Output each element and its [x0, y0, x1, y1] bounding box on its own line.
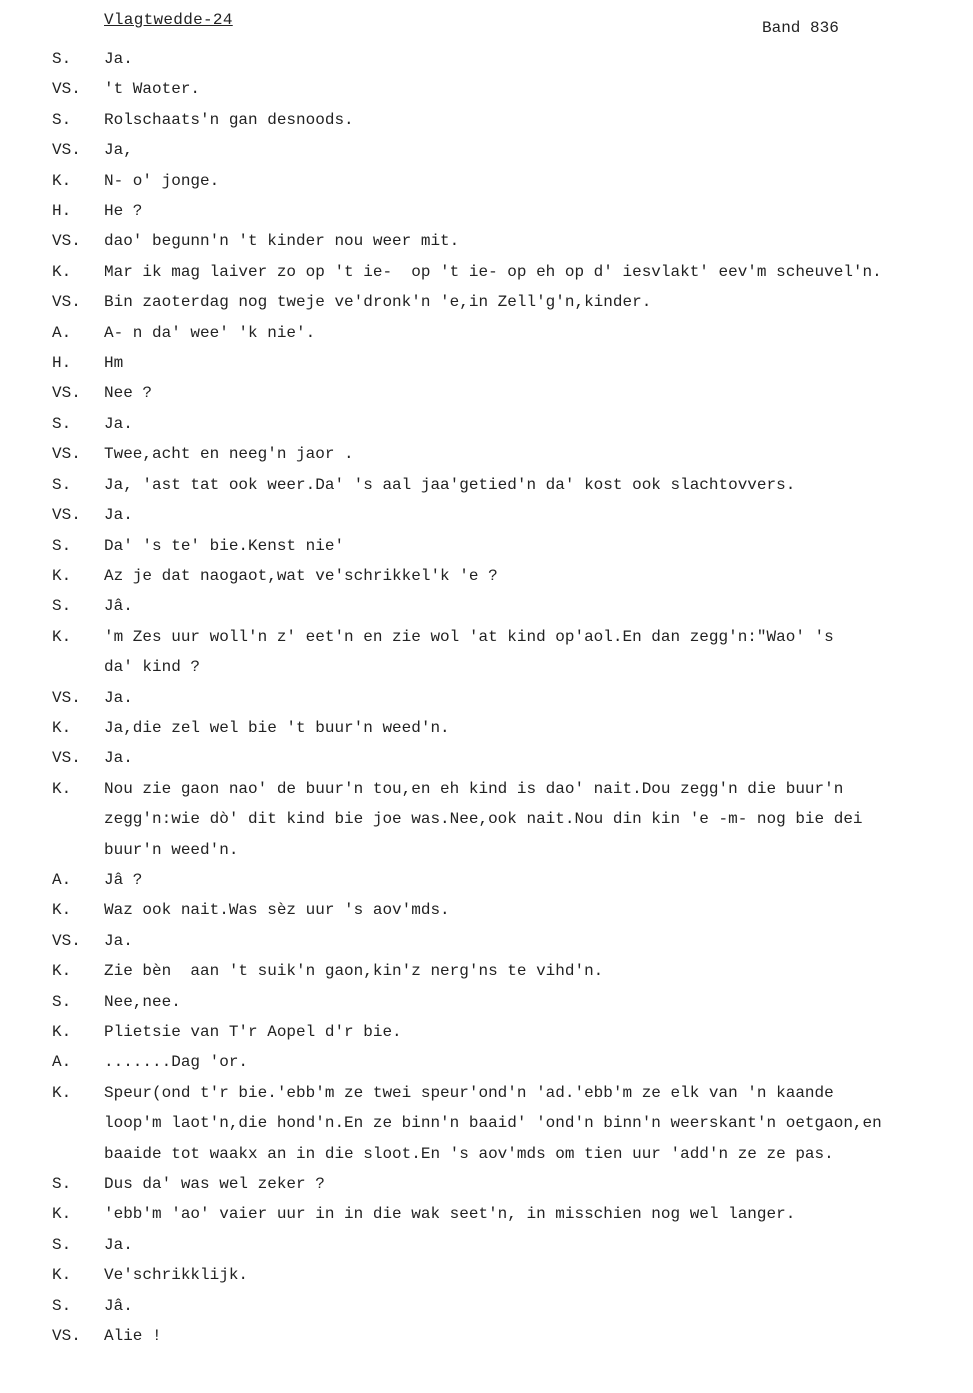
- transcript-line: [0, 105, 973, 135]
- utterance-text: 't Waoter.: [104, 80, 201, 99]
- speaker-label: VS.: [52, 141, 81, 160]
- transcript-line: [0, 348, 973, 378]
- speaker-label: K.: [52, 171, 72, 190]
- transcript-line: [0, 895, 973, 925]
- speaker-label: VS.: [52, 931, 81, 950]
- document-title: Vlagtwedde-24: [104, 11, 233, 29]
- utterance-text: Jâ ?: [104, 870, 143, 889]
- utterance-text: Nee ?: [104, 384, 153, 403]
- band-number: Band 836: [762, 19, 839, 37]
- transcript-line: [0, 1291, 973, 1321]
- utterance-text: Waz ook nait.Was sèz uur 's aov'mds.: [104, 901, 450, 920]
- speaker-label: S.: [52, 1175, 72, 1194]
- utterance-text: Hm: [104, 354, 124, 373]
- utterance-text: Dus da' was wel zeker ?: [104, 1175, 325, 1194]
- transcript-line: [0, 987, 973, 1017]
- transcript-line: [0, 1199, 973, 1229]
- speaker-label: K.: [52, 1083, 72, 1102]
- transcript-line: [0, 1260, 973, 1290]
- utterance-text: Ja, 'ast tat ook weer.Da' 's aal jaa'getied'n da' kost ook slachtovvers.: [104, 475, 796, 494]
- transcript-line: [0, 166, 973, 196]
- transcript-line: [0, 774, 973, 865]
- speaker-label: S.: [52, 597, 72, 616]
- speaker-label: H.: [52, 202, 72, 221]
- transcript-line: [0, 926, 973, 956]
- transcript-line: [0, 1078, 973, 1169]
- speaker-label: VS.: [52, 749, 81, 768]
- transcript-line: [0, 135, 973, 165]
- speaker-label: K.: [52, 1023, 72, 1041]
- speaker-label: VS.: [52, 506, 81, 525]
- speaker-label: VS.: [52, 445, 81, 464]
- transcript-line: [0, 74, 973, 104]
- utterance-text: Ve'schrikklijk.: [104, 1266, 249, 1285]
- speaker-label: VS.: [52, 293, 81, 312]
- utterance-text: Alie !: [104, 1327, 162, 1346]
- transcript-line: [0, 257, 973, 287]
- utterance-text: Plietsie van T'r Aopel d'r bie.: [104, 1023, 402, 1041]
- utterance-text: Ja.: [104, 506, 133, 525]
- transcript-line: [0, 439, 973, 469]
- transcript-line: [0, 287, 973, 317]
- speaker-label: S.: [52, 50, 72, 68]
- speaker-label: S.: [52, 536, 72, 555]
- speaker-label: VS.: [52, 384, 81, 403]
- utterance-text: Ja.: [104, 1235, 133, 1254]
- utterance-text: Ja,die zel wel bie 't buur'n weed'n.: [104, 718, 450, 737]
- utterance-text: Nou zie gaon nao' de buur'n tou,en eh kind is dao' nait.Dou zegg'n die buur'n zegg'n:wie dò' dit kind bie joe was.Nee,ook nait.Nou din kin 'e -m- nog bie dei buur'n weed'n.: [104, 779, 863, 859]
- transcript-line: [0, 561, 973, 591]
- speaker-label: S.: [52, 1296, 72, 1315]
- transcript-line: [0, 1169, 973, 1199]
- utterance-text: 'ebb'm 'ao' vaier uur in in die wak seet'n, in misschien nog wel langer.: [104, 1205, 796, 1224]
- transcript-line: [0, 44, 973, 74]
- utterance-text: Ja.: [104, 749, 133, 768]
- speaker-label: K.: [52, 779, 72, 798]
- utterance-text: Ja.: [104, 931, 133, 950]
- transcript-line: [0, 500, 973, 530]
- transcript-line: [0, 622, 973, 683]
- utterance-text: Mar ik mag laiver zo op 't ie- op 't ie- op eh op d' iesvlakt' eev'm scheuvel'n.: [104, 262, 882, 281]
- transcript-line: [0, 1047, 973, 1077]
- transcript-line: [0, 409, 973, 439]
- utterance-text: Nee,nee.: [104, 992, 181, 1011]
- speaker-label: A.: [52, 1053, 72, 1072]
- speaker-label: S.: [52, 992, 72, 1011]
- transcript-line: [0, 591, 973, 621]
- utterance-text: Twee,acht en neeg'n jaor .: [104, 445, 354, 464]
- utterance-text: Da' 's te' bie.Kenst nie': [104, 536, 345, 555]
- transcript-line: [0, 196, 973, 226]
- utterance-text: Zie bèn aan 't suik'n gaon,kin'z nerg'ns te vihd'n.: [104, 962, 604, 981]
- transcript-line: [0, 318, 973, 348]
- transcript-lines: [0, 44, 973, 1351]
- utterance-text: Ja.: [104, 50, 133, 68]
- speaker-label: K.: [52, 901, 72, 920]
- speaker-label: K.: [52, 1266, 72, 1285]
- utterance-text: Az je dat naogaot,wat ve'schrikkel'k 'e ?: [104, 566, 498, 585]
- speaker-label: K.: [52, 262, 72, 281]
- utterance-text: Speur(ond t'r bie.'ebb'm ze twei speur'ond'n 'ad.'ebb'm ze elk van 'n kaande loop'm laot'n,die hond'n.En ze binn'n baaid' 'ond'n binn'n weerskant'n oetgaon,en baaide tot waakx an in die sloot.En 's aov'mds om tien uur 'add'n ze ze pas.: [104, 1083, 882, 1163]
- utterance-text: A- n da' wee' 'k nie'.: [104, 323, 316, 342]
- speaker-label: S.: [52, 1235, 72, 1254]
- utterance-text: Ja.: [104, 414, 133, 433]
- speaker-label: K.: [52, 627, 72, 646]
- speaker-label: VS.: [52, 688, 81, 707]
- transcript-line: [0, 1321, 973, 1351]
- utterance-text: Bin zaoterdag nog tweje ve'dronk'n 'e,in Zell'g'n,kinder.: [104, 293, 652, 312]
- transcript-line: [0, 743, 973, 773]
- utterance-text: Jâ.: [104, 597, 133, 616]
- speaker-label: K.: [52, 566, 72, 585]
- transcript-line: [0, 865, 973, 895]
- utterance-text: N- o' jonge.: [104, 171, 220, 190]
- speaker-label: VS.: [52, 80, 81, 99]
- utterance-text: dao' begunn'n 't kinder nou weer mit.: [104, 232, 460, 251]
- speaker-label: K.: [52, 962, 72, 981]
- transcript-line: [0, 683, 973, 713]
- speaker-label: A.: [52, 870, 72, 889]
- utterance-text: .......Dag 'or.: [104, 1053, 249, 1072]
- speaker-label: VS.: [52, 1327, 81, 1346]
- transcript-line: [0, 713, 973, 743]
- utterance-text: Rolschaats'n gan desnoods.: [104, 110, 354, 129]
- transcript-line: [0, 956, 973, 986]
- transcript-line: [0, 378, 973, 408]
- utterance-text: He ?: [104, 202, 143, 221]
- utterance-text: Ja,: [104, 141, 133, 160]
- transcript-line: [0, 1017, 973, 1047]
- speaker-label: H.: [52, 354, 72, 373]
- speaker-label: S.: [52, 110, 72, 129]
- speaker-label: K.: [52, 1205, 72, 1224]
- transcript-line: [0, 1230, 973, 1260]
- transcript-line: [0, 470, 973, 500]
- transcript-line: [0, 531, 973, 561]
- utterance-text: 'm Zes uur woll'n z' eet'n en zie wol 'at kind op'aol.En dan zegg'n:"Wao' 's da' kind ?: [104, 627, 834, 677]
- speaker-label: VS.: [52, 232, 81, 251]
- speaker-label: K.: [52, 718, 72, 737]
- transcript-line: [0, 226, 973, 256]
- utterance-text: Jâ.: [104, 1296, 133, 1315]
- speaker-label: A.: [52, 323, 72, 342]
- speaker-label: S.: [52, 414, 72, 433]
- utterance-text: Ja.: [104, 688, 133, 707]
- speaker-label: S.: [52, 475, 72, 494]
